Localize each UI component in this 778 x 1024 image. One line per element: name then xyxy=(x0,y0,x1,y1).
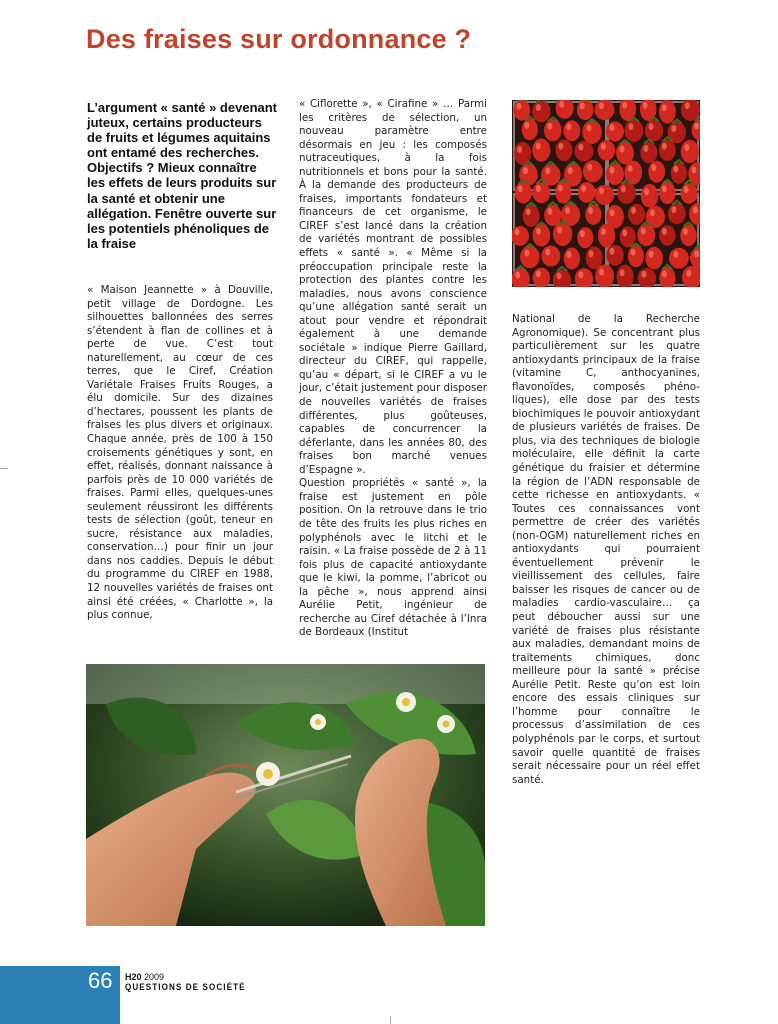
strawberry xyxy=(541,245,560,266)
strawberry-highlight xyxy=(662,185,667,192)
strawberry-highlight xyxy=(641,228,646,235)
strawberry-highlight xyxy=(580,102,585,109)
hands-illustration xyxy=(86,664,485,926)
strawberry-highlight xyxy=(599,269,604,276)
strawberry-highlight xyxy=(620,146,625,153)
page-number: 66 xyxy=(88,968,113,993)
magazine-name xyxy=(125,972,164,982)
strawberry-highlight xyxy=(589,250,594,257)
strawberry-highlight xyxy=(580,230,585,237)
magazine-title: H20 xyxy=(125,972,142,982)
strawberry-highlight xyxy=(610,167,615,174)
strawberry xyxy=(520,246,540,269)
strawberry-highlight xyxy=(683,228,688,235)
paragraph: « Ciflorette », « Cirafine » … Parmi les critères de sélection, un nouveau paramètre entre désormais en jeu : les composés nutraceutiques, à la fois nutritionnels et bons pour la santé. À la demande des producteurs de fraises, importants fondateurs et financeurs de cet organisme, le CIREF s’est lancé dans la création de variétés montrant de possibles effets « santé ». « Même si la préoccupation principale reste la protection des plantes contre les maladies, nous avons conscience qu’une allégation santé serait un atout pour vendre et répondrait également à une demande sociétale » indique Pierre Gaillard, directeur du CIREF, qui rappelle, qu’au « départ, si le CIREF a vu le jour, c’était justement pour disposer de nouvelles variétés de fraises différentes, plus goûteuses, capables de concurrencer la déferlante, dans les années 80, des fraises bon marché venues d’Espagne ». xyxy=(299,98,487,476)
paragraph: National de la Recherche Agronomique). Se concentrant plus particulièrement sur les quatre antioxydants principaux de la fraise (vitamine C, anthocyanines, flavonoïdes, composés phéno-liques), elle dose par des tests biochimiques le pouvoir antioxydant de plusieurs variétés de fraises. De plus, via des techniques de biologie moléculaire, elle définit la carte génétique du fraisier et détermine la région de l’ADN responsable de cette richesse en antioxydants. « Toutes ces connaissances vont permettre de créer des variétés (non-OGM) naturellement riches en antioxydants qui pourraient éventuellement prévenir le vieillissement des cellules, faire baisser les risques de cancer ou de maladies cardio-vasculaire… ça peut déboucher aussi sur une variété de fraises plus résistante aux maladies, demandant moins de traitements chimiques, donc meilleure pour la santé » précise Aurélie Petit. Reste qu’on est loin encore des essais cliniques sur l’homme pour connaître le processus d’assimilation de ces polyphénols par le corps, et surtout savoir quelle quantité de fraises serait nécessaire pour un réel effet santé. xyxy=(512,313,700,786)
strawberry-highlight xyxy=(686,270,691,277)
strawberries-illustration xyxy=(512,100,700,287)
strawberry-highlight xyxy=(643,102,648,109)
strawberry-highlight xyxy=(673,166,678,173)
strawberry xyxy=(577,227,593,248)
strawberry-highlight xyxy=(631,207,636,214)
text-column-2 xyxy=(299,98,487,640)
strawberry-highlight xyxy=(643,145,648,152)
magazine-year: 2009 xyxy=(144,972,165,982)
strawberry-highlight xyxy=(524,250,529,257)
paragraph: Question propriétés « santé », la fraise est justement en pôle position. On la retrouve dans le trio de tête des fruits les plus riches en polyphénols avec le litchi et le raisin. « La fraise possède de 2 à 11 fois plus de capacité antioxydante que le kiwi, la pomme, l’abricot ou la pêche », nous apprend ainsi Aurélie Petit, ingénieur de recherche au Ciref détachée à l’Inra de Bordeaux (Institut xyxy=(299,477,487,639)
strawberry-highlight xyxy=(517,146,522,153)
strawberry-highlight xyxy=(601,143,606,150)
strawberry xyxy=(659,140,676,161)
strawberry xyxy=(628,204,645,225)
strawberry-highlight xyxy=(559,101,564,108)
strawberry xyxy=(606,163,624,185)
strawberry xyxy=(522,119,538,141)
strawberry-highlight xyxy=(557,272,562,279)
strawberry xyxy=(681,140,699,164)
strawberry-highlight xyxy=(662,143,667,150)
strawberry-highlight xyxy=(578,144,583,151)
strawberry-highlight xyxy=(662,104,667,111)
strawberry-highlight xyxy=(557,227,562,234)
strawberry-highlight xyxy=(581,185,586,192)
strawberry xyxy=(617,182,636,204)
strawberry-highlight xyxy=(621,185,626,192)
strawberry xyxy=(563,120,580,141)
strawberry xyxy=(598,140,616,160)
strawberry xyxy=(648,161,665,183)
text-column-3 xyxy=(512,313,700,787)
strawberry-highlight xyxy=(568,167,573,174)
strawberry-highlight xyxy=(515,272,520,279)
crop-mark xyxy=(0,468,8,469)
strawberry xyxy=(582,120,601,144)
strawberry-highlight xyxy=(691,166,696,173)
strawberry-highlight xyxy=(693,206,698,213)
strawberry xyxy=(564,247,580,269)
article-title: Des fraises sur ordonnance ? xyxy=(86,24,472,54)
section-rubric: QUESTIONS DE SOCIÉTÉ xyxy=(125,982,246,992)
strawberry-highlight xyxy=(610,209,615,216)
strawberry xyxy=(659,100,676,123)
strawberry-highlight xyxy=(558,185,563,192)
strawberry xyxy=(595,100,615,120)
strawberry-highlight xyxy=(536,143,541,150)
crop-mark xyxy=(390,1016,391,1024)
strawberry-highlight xyxy=(536,104,541,111)
strawberry-highlight xyxy=(644,188,649,195)
strawberry xyxy=(515,182,532,204)
strawberry-highlight xyxy=(651,164,656,171)
strawberry xyxy=(659,181,676,204)
strawberry-highlight xyxy=(622,229,627,236)
strawberry xyxy=(577,100,594,120)
strawberry-highlight xyxy=(649,123,654,130)
strawberry-highlight xyxy=(547,123,552,130)
strawberry-highlight xyxy=(671,206,676,213)
strawberry xyxy=(641,184,659,208)
strawberry-highlight xyxy=(685,102,690,109)
strawberry xyxy=(659,225,675,246)
strawberry xyxy=(555,181,571,204)
strawberry xyxy=(595,264,614,287)
strawberry-highlight xyxy=(628,165,633,172)
strawberry xyxy=(532,101,550,123)
strawberry-highlight xyxy=(547,208,552,215)
strawberry-highlight xyxy=(694,250,699,257)
strawberry xyxy=(553,222,572,246)
strawberry-highlight xyxy=(558,143,563,150)
strawberry-highlight xyxy=(515,228,520,235)
strawberry-highlight xyxy=(536,270,541,277)
strawberry-highlight xyxy=(620,269,625,276)
strawberry-highlight xyxy=(566,251,571,258)
strawberry xyxy=(671,162,687,184)
strawberry xyxy=(532,224,550,247)
strawberry-highlight xyxy=(610,248,615,255)
strawberry-highlight xyxy=(641,271,646,278)
strawberry xyxy=(532,138,550,161)
strawberry xyxy=(574,141,593,162)
strawberry xyxy=(532,182,550,203)
strawberry xyxy=(583,160,603,182)
strawberry-highlight xyxy=(630,249,635,256)
strawberry-highlight xyxy=(578,271,583,278)
strawberry-highlight xyxy=(599,102,604,109)
strawberry xyxy=(585,204,601,225)
strawberry-highlight xyxy=(526,208,531,215)
strawberry-highlight xyxy=(662,270,667,277)
strawberry-highlight xyxy=(524,122,529,129)
strawberry-highlight xyxy=(536,185,541,192)
strawberry xyxy=(544,119,562,141)
strawberry xyxy=(628,245,644,267)
strawberry xyxy=(637,224,655,246)
paragraph: « Maison Jeannette » à Douville, petit village de Dordogne. Les silhouettes ballonnées des serres s’étendent à flan de collines et à perte de vue. C’est tout naturellement, au cœur de ces terres, que le Ciref, Création Variétale Fraises Fruits Rouges, a élu domicile. Sur des dizaines d’hectares, poussent les plants de fraises les plus divers et originaux. Chaque année, près de 100 à 150 croisements génétiques y sont, en effet, réalisés, donnant naissance à parfois près de 10 000 variétés de fraises. Parmi elles, quelques-unes seulement réussiront les différents tests de sélection (goût, teneur en sucre, résistance aux maladies, conservation…) pour finir un jour dans nos caddies. Depuis le début du programme du CIREF en 1988, 12 nouvelles variétés de fraises ont ainsi été créées, « Charlotte », la plus connue, xyxy=(87,284,273,622)
strawberry-highlight xyxy=(684,144,689,151)
strawberry-highlight xyxy=(662,228,667,235)
strawberry-highlight xyxy=(536,228,541,235)
strawberry-highlight xyxy=(545,249,550,256)
strawberry xyxy=(598,224,615,248)
strawberry xyxy=(680,183,697,204)
strawberry-highlight xyxy=(628,123,633,130)
strawberry-highlight xyxy=(588,207,593,214)
strawberry-highlight xyxy=(523,167,528,174)
strawberry-highlight xyxy=(649,251,654,258)
strawberry xyxy=(669,248,689,269)
strawberry xyxy=(624,119,643,142)
strawberry xyxy=(640,142,657,163)
strawberry-highlight xyxy=(587,164,592,171)
strawberry xyxy=(606,122,624,142)
strawberry xyxy=(645,247,663,270)
strawberry-highlight xyxy=(650,209,655,216)
strawberry-highlight xyxy=(518,185,523,192)
strawberry xyxy=(668,203,686,224)
strawberry-highlight xyxy=(622,102,627,109)
strawberry-highlight xyxy=(545,167,550,174)
text-column-1 xyxy=(87,284,273,623)
article-lead: L’argument « santé » devenant juteux, certains producteurs de fruits et légumes aquitains ont entamé des recherches. Objectifs ? Mieux connaître les effets de leurs produits sur la santé et obtenir une allégation. Fenêtre ouverte sur les potentiels phénoliques de la fraise xyxy=(87,100,278,251)
strawberry-highlight xyxy=(684,186,689,193)
strawberry-highlight xyxy=(609,124,614,131)
strawberry xyxy=(606,245,624,266)
strawberry xyxy=(645,120,663,142)
strawberry-highlight xyxy=(673,251,678,258)
strawberry-highlight xyxy=(566,123,571,130)
strawberry xyxy=(555,139,572,161)
strawberry-highlight xyxy=(516,103,521,110)
strawberry-highlight xyxy=(671,125,676,132)
strawberry-highlight xyxy=(599,187,604,194)
strawberry xyxy=(578,182,596,203)
strawberry xyxy=(523,205,540,227)
strawberry xyxy=(595,185,614,205)
strawberry xyxy=(680,224,696,246)
strawberry-highlight xyxy=(694,123,699,130)
strawberries-photo xyxy=(512,100,700,287)
hands-flower-photo xyxy=(86,664,485,926)
strawberry-highlight xyxy=(601,228,606,235)
strawberry-highlight xyxy=(587,125,592,132)
strawberry-highlight xyxy=(565,207,570,214)
